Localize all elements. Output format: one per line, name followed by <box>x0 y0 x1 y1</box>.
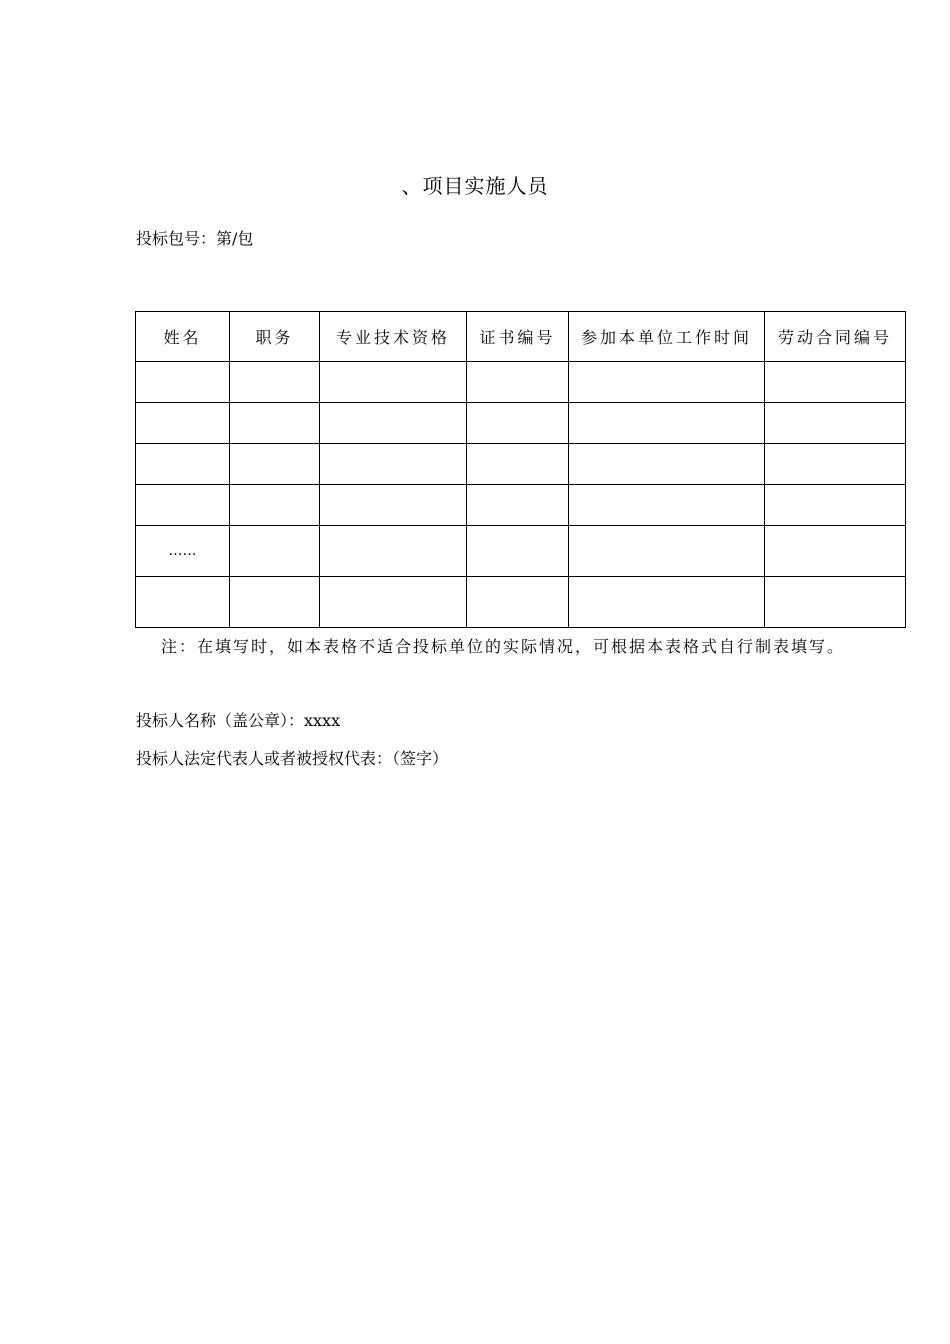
table-cell <box>467 485 569 526</box>
table-cell <box>230 444 320 485</box>
table-row <box>136 526 906 577</box>
table-cell <box>230 485 320 526</box>
table-cell-ellipsis: …… <box>136 526 230 577</box>
header-name: 姓名 <box>136 312 230 362</box>
table-cell <box>569 403 765 444</box>
page-title: 、项目实施人员 <box>401 174 549 198</box>
table-cell <box>136 485 230 526</box>
package-number-line: 投标包号：第/包 <box>136 229 254 248</box>
table-cell <box>136 444 230 485</box>
table-row <box>136 485 906 526</box>
table-row <box>136 403 906 444</box>
table-row <box>136 577 906 628</box>
table-cell <box>136 362 230 403</box>
table-cell <box>765 485 906 526</box>
table-cell <box>569 485 765 526</box>
table-cell <box>467 526 569 577</box>
table-cell <box>569 444 765 485</box>
table-cell <box>467 577 569 628</box>
table-cell <box>230 403 320 444</box>
table-cell <box>467 444 569 485</box>
table-cell <box>467 403 569 444</box>
table-cell <box>569 577 765 628</box>
table-row <box>136 362 906 403</box>
header-join-date: 参加本单位工作时间 <box>569 312 765 362</box>
header-position: 职务 <box>230 312 320 362</box>
table-cell <box>765 362 906 403</box>
table-cell <box>230 577 320 628</box>
staff-table <box>135 311 906 628</box>
table-cell <box>230 362 320 403</box>
header-qualification: 专业技术资格 <box>320 312 467 362</box>
table-cell <box>467 362 569 403</box>
table-cell <box>136 403 230 444</box>
table-cell <box>569 362 765 403</box>
table-header-row <box>136 312 906 362</box>
table-cell <box>765 526 906 577</box>
table-cell <box>765 577 906 628</box>
table-cell <box>136 577 230 628</box>
table-cell <box>320 526 467 577</box>
table-cell <box>320 362 467 403</box>
header-contract-number: 劳动合同编号 <box>765 312 906 362</box>
table-cell <box>765 444 906 485</box>
table-note: 注：在填写时，如本表格不适合投标单位的实际情况，可根据本表格式自行制表填写。 <box>161 637 846 656</box>
table-cell <box>569 526 765 577</box>
table-cell <box>320 444 467 485</box>
table-cell <box>320 403 467 444</box>
table-row <box>136 444 906 485</box>
table-cell <box>320 577 467 628</box>
bidder-name-line: 投标人名称（盖公章）：xxxx <box>136 711 341 730</box>
header-certificate-number: 证书编号 <box>467 312 569 362</box>
table-cell <box>230 526 320 577</box>
table-cell <box>320 485 467 526</box>
table-cell <box>765 403 906 444</box>
bidder-representative-line: 投标人法定代表人或者被授权代表：（签字） <box>136 749 449 768</box>
